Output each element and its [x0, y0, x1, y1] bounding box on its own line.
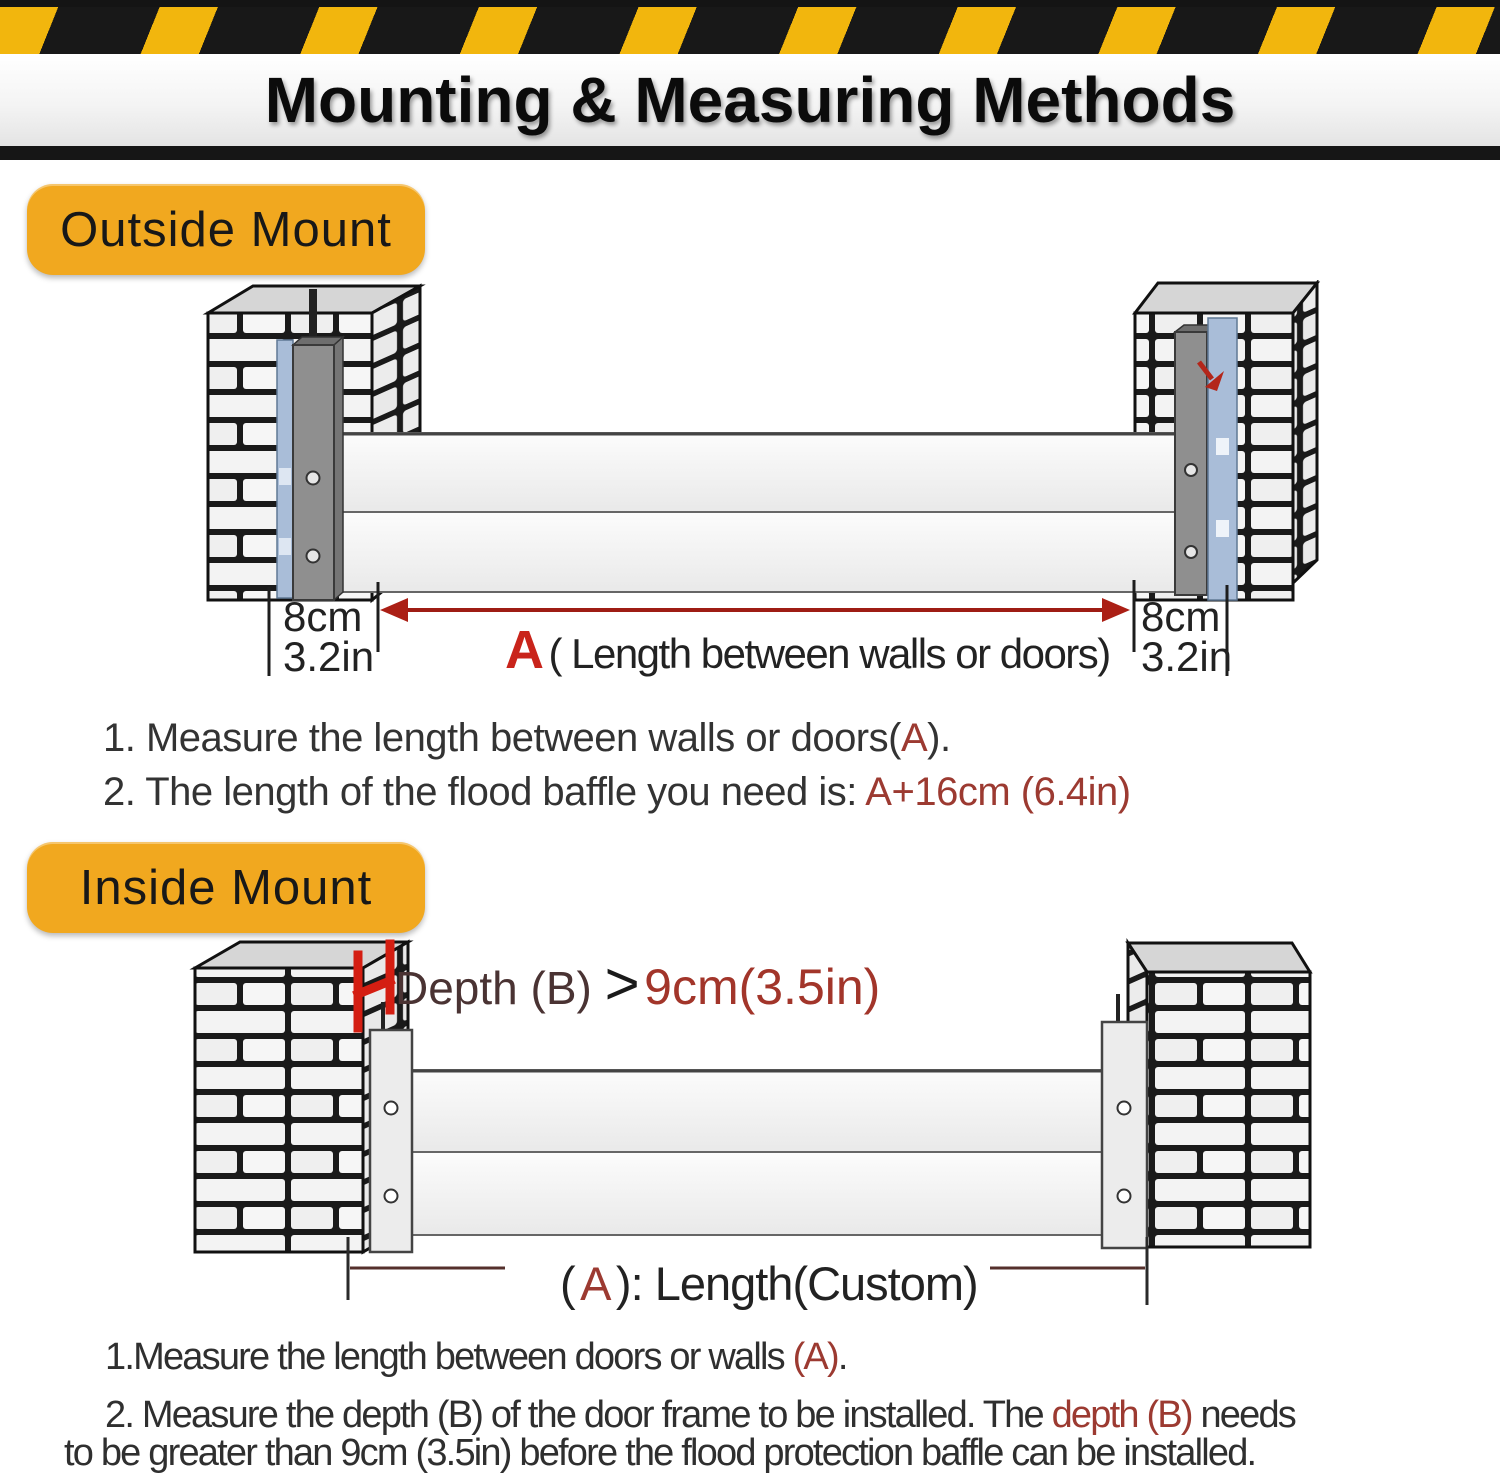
outside-step-1: 1. Measure the length between walls or doors(A).	[103, 716, 951, 760]
anchor-pin	[309, 289, 317, 341]
screw-hole	[385, 1190, 398, 1203]
outside-mount-diagram	[0, 280, 1500, 700]
screw-hole	[1185, 546, 1197, 558]
outside-mount-badge	[27, 184, 425, 275]
seal-strip	[1208, 318, 1237, 600]
screw-hole	[307, 472, 320, 485]
page-title: Mounting & Measuring Methods	[264, 64, 1236, 136]
screw-hole	[385, 1102, 398, 1115]
dim-right-cm: 8cm	[1141, 593, 1221, 640]
mounting-bracket-right	[1102, 994, 1147, 1248]
inside-mount-diagram	[0, 938, 1500, 1330]
inside-step-3: to be greater than 9cm (3.5in) before the flood protection baffle can be installed.	[64, 1432, 1256, 1474]
flood-barrier-panel-bottom	[333, 512, 1175, 592]
arrowhead-left	[380, 598, 408, 622]
screw-hole	[1118, 1190, 1131, 1203]
dim-left-cm: 8cm	[283, 593, 363, 640]
arrowhead-right	[1102, 598, 1130, 622]
inside-mount-badge-label: Inside Mount	[79, 860, 373, 915]
caution-stripe	[0, 0, 1500, 54]
length-label: ( A ): Length(Custom)	[560, 1257, 978, 1310]
flood-barrier-panel-bottom	[412, 1152, 1102, 1235]
depth-label: Depth (B) > 9cm(3.5in)	[395, 950, 881, 1017]
dim-right-in: 3.2in	[1141, 633, 1233, 680]
mounting-bracket-right	[1175, 318, 1237, 600]
outside-mount-badge-label: Outside Mount	[60, 202, 392, 257]
outside-step-2: 2. The length of the flood baffle you need is: A+16cm (6.4in)	[103, 770, 1131, 814]
inside-step-2: 2. Measure the depth (B) of the door frame to be installed. The depth (B) needs	[105, 1394, 1295, 1436]
screw-hole	[1118, 1102, 1131, 1115]
mounting-bracket-left	[370, 1002, 412, 1252]
screw-hole	[1185, 464, 1197, 476]
span-label: A ( Length between walls or doors)	[505, 620, 1110, 680]
brick-pillar-right	[1128, 943, 1310, 1247]
flood-barrier	[412, 1070, 1102, 1235]
inside-step-1: 1.Measure the length between doors or walls (A).	[105, 1336, 847, 1378]
inside-mount-badge	[27, 842, 425, 933]
title-banner	[0, 54, 1500, 146]
divider-bar	[0, 146, 1500, 160]
dim-left-in: 3.2in	[283, 633, 375, 680]
flood-barrier	[333, 433, 1175, 592]
screw-hole	[307, 550, 320, 563]
flood-barrier-panel-top	[412, 1070, 1102, 1152]
flood-barrier-panel-top	[333, 433, 1175, 512]
